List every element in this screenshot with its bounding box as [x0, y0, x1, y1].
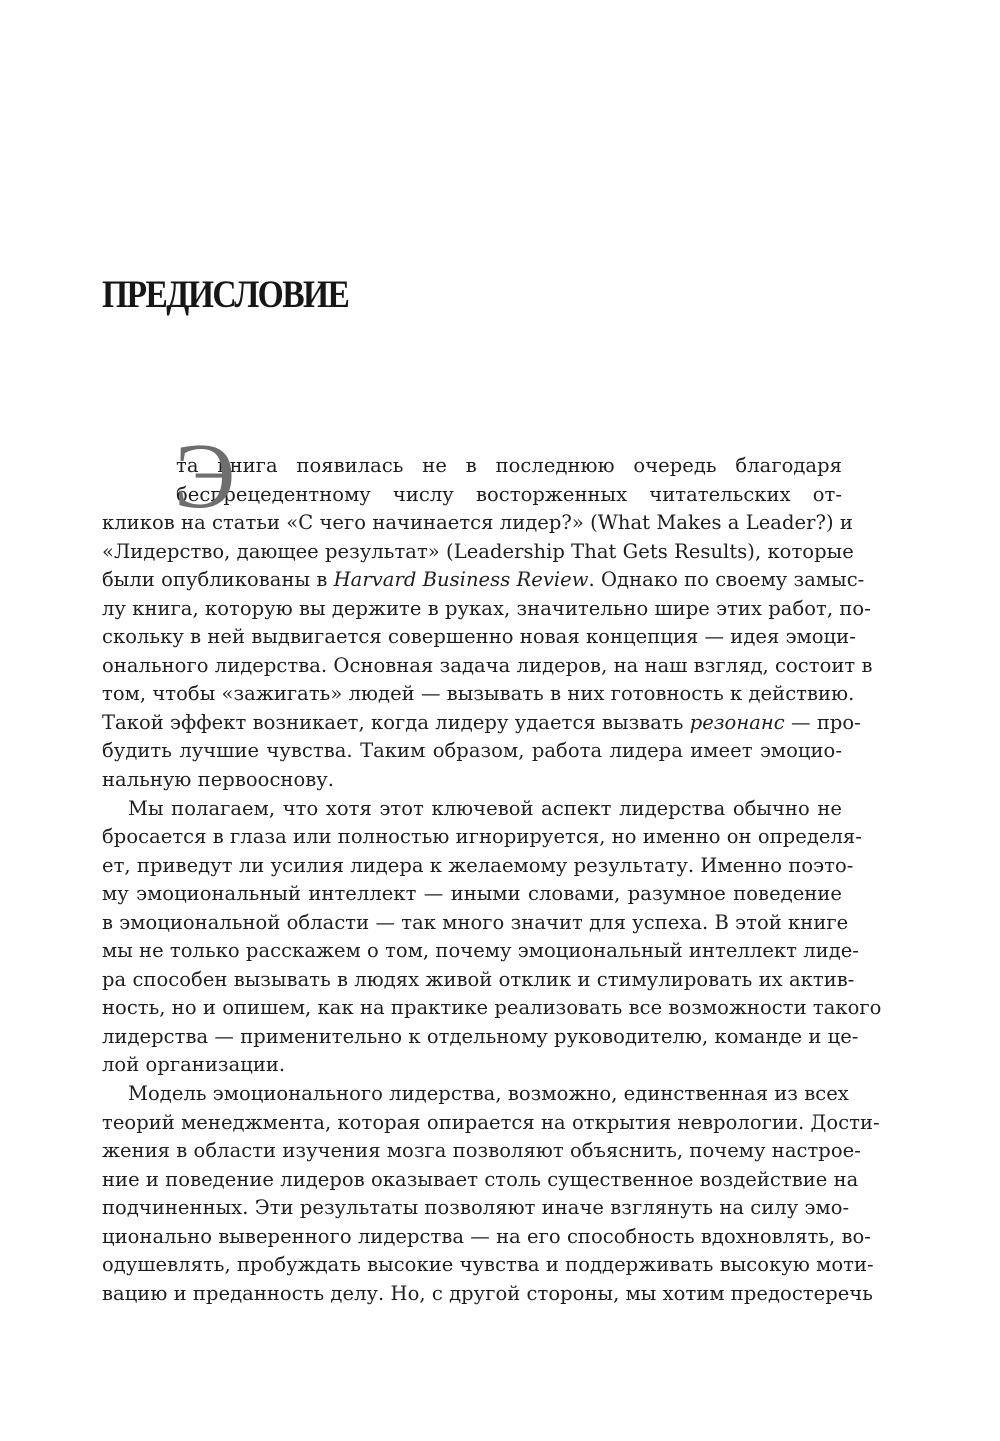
- text-line: [102, 623, 856, 652]
- text-line: [102, 709, 861, 738]
- text-line: [102, 1051, 842, 1080]
- text-run: теорий менеджмента, которая опирается на открытия неврологии. Дости-: [102, 1110, 880, 1134]
- text-line: [102, 1280, 873, 1309]
- text-line: [102, 937, 860, 966]
- text-run: Такой эффект возникает, когда лидеру удается вызвать: [102, 710, 690, 734]
- text-line: [102, 909, 849, 938]
- text-line: [102, 852, 854, 881]
- text-run: том, чтобы «зажигать» людей — вызывать в них готовность к действию.: [102, 682, 855, 706]
- text-run: ра способен вызывать в людях живой отклик и стимулировать их актив-: [102, 967, 855, 991]
- text-run: лу книга, которую вы держите в руках, значительно шире этих работ, по-: [102, 596, 871, 620]
- text-run: бросается в глаза или полностью игнорируется, но именно он определя-: [102, 825, 862, 849]
- text-line: [102, 566, 865, 595]
- text-run: одушевлять, пробуждать высокие чувства и поддерживать высокую моти-: [102, 1253, 874, 1277]
- text-run: — про-: [784, 710, 861, 734]
- text-run: лой организации.: [102, 1053, 286, 1077]
- text-line: [102, 766, 842, 795]
- text-line: [176, 481, 842, 510]
- text-run: мы не только расскажем о том, почему эмоциональный интеллект лиде-: [102, 939, 860, 963]
- drop-cap: Э: [174, 425, 236, 528]
- text-line: [102, 652, 873, 681]
- text-run: были опубликованы в: [102, 568, 334, 592]
- text-run: ность, но и опишем, как на практике реализовать все возможности такого: [102, 996, 882, 1020]
- page-title: ПРЕДИСЛОВИЕ: [102, 273, 349, 316]
- text-line: [102, 994, 882, 1023]
- text-run: жения в области изучения мозга позволяют объяснить, почему настрое-: [102, 1139, 861, 1163]
- text-run: Модель эмоционального лидерства, возможно, единственная из всех: [128, 1082, 849, 1106]
- text-line: [102, 880, 842, 909]
- text-line: [102, 737, 842, 766]
- italic-text: резонанс: [689, 710, 785, 734]
- text-line: [102, 1223, 871, 1252]
- text-run: кликов на статьи «С чего начинается лидер?» (What Makes a Leader?) и: [102, 511, 853, 535]
- text-run: беспрецедентному числу восторженных читательских от-: [176, 482, 842, 506]
- text-run: вацию и преданность делу. Но, с другой стороны, мы хотим предостеречь: [102, 1281, 873, 1305]
- text-line: [102, 1137, 861, 1166]
- text-run: нальную первооснову.: [102, 768, 335, 792]
- text-run: . Однако по своему замыс-: [588, 568, 865, 592]
- text-line: [176, 452, 842, 481]
- text-line: [102, 538, 854, 567]
- text-line: [102, 1080, 849, 1109]
- italic-text: Harvard Business Review: [333, 568, 589, 592]
- text-line: [102, 1251, 874, 1280]
- text-run: скольку в ней выдвигается совершенно новая концепция — идея эмоци-: [102, 625, 856, 649]
- text-run: ние и поведение лидеров оказывает столь существенное воздействие на: [102, 1167, 859, 1191]
- text-run: Мы полагаем, что хотя этот ключевой аспект лидерства обычно не: [128, 796, 842, 820]
- text-line: [102, 1109, 880, 1138]
- text-run: лидерства — применительно к отдельному руководителю, команде и це-: [102, 1024, 859, 1048]
- text-run: ет, приведут ли усилия лидера к желаемому результату. Именно поэто-: [102, 853, 854, 877]
- body-text: [102, 425, 882, 1308]
- text-run: та книга появилась не в последнюю очередь благодаря: [176, 454, 842, 477]
- text-line: [102, 1194, 850, 1223]
- text-line: [102, 795, 842, 824]
- text-run: в эмоциональной области — так много значит для успеха. В этой книге: [102, 910, 849, 934]
- text-run: ционально выверенного лидерства — на его способность вдохновлять, во-: [102, 1224, 871, 1248]
- text-line: [102, 680, 855, 709]
- text-run: му эмоциональный интеллект — иными словами, разумное поведение: [102, 882, 842, 906]
- text-line: [102, 823, 862, 852]
- text-run: подчиненных. Эти результаты позволяют иначе взглянуть на силу эмо-: [102, 1196, 850, 1220]
- text-line: [102, 595, 871, 624]
- text-run: будить лучшие чувства. Таким образом, работа лидера имеет эмоцио-: [102, 739, 842, 763]
- text-run: «Лидерство, дающее результат» (Leadership That Gets Results), которые: [102, 539, 854, 563]
- text-line: [102, 1023, 859, 1052]
- text-run: онального лидерства. Основная задача лидеров, на наш взгляд, состоит в: [102, 653, 873, 677]
- text-line: [102, 1166, 859, 1195]
- text-line: [102, 966, 855, 995]
